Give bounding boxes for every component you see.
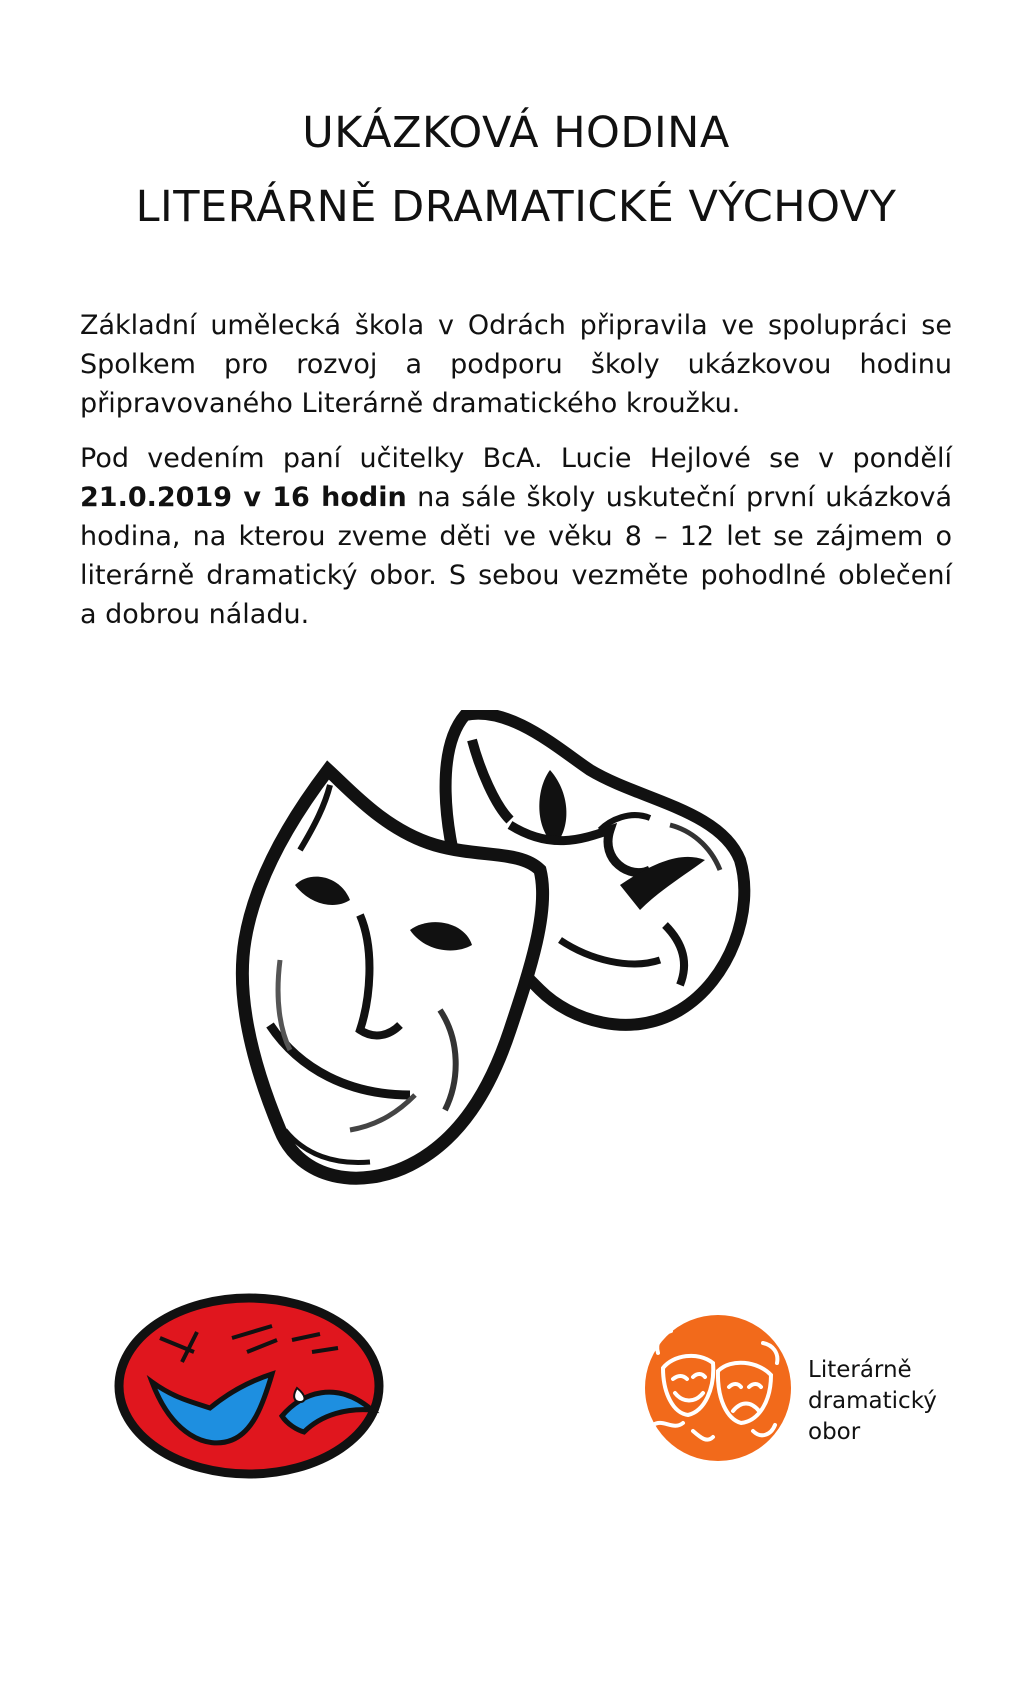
orange-theatre-masks-logo <box>643 1313 793 1463</box>
details-paragraph <box>80 439 952 634</box>
event-date-time: 21.0.2019 v 16 hodin <box>80 482 407 513</box>
page-title-line-1: UKÁZKOVÁ HODINA <box>302 108 730 158</box>
org-name-line-3: obor <box>808 1419 861 1445</box>
details-text-start: Pod vedením paní učitelky BcA. Lucie Hejlové se v pondělí <box>80 443 952 474</box>
org-name-line-1: Literárně <box>808 1357 912 1383</box>
details-text-end: na sále školy uskuteční první ukázková hodina, na kterou zveme děti ve věku 8 – 12 let se zájmem o literárně dramatický obor. S sebou vezměte pohodlné oblečení a dobrou náladu. <box>80 482 952 630</box>
organization-name <box>808 1355 937 1448</box>
red-theatre-face-logo <box>112 1290 386 1482</box>
theatre-masks-icon <box>210 710 810 1220</box>
intro-paragraph: Základní umělecká škola v Odrách připravila ve spolupráci se Spolkem pro rozvoj a podporu školy ukázkovou hodinu připravovaného Literárně dramatického kroužku. <box>80 310 952 419</box>
page-title-line-2: LITERÁRNĚ DRAMATICKÉ VÝCHOVY <box>135 182 897 232</box>
org-name-line-2: dramatický <box>808 1388 937 1414</box>
